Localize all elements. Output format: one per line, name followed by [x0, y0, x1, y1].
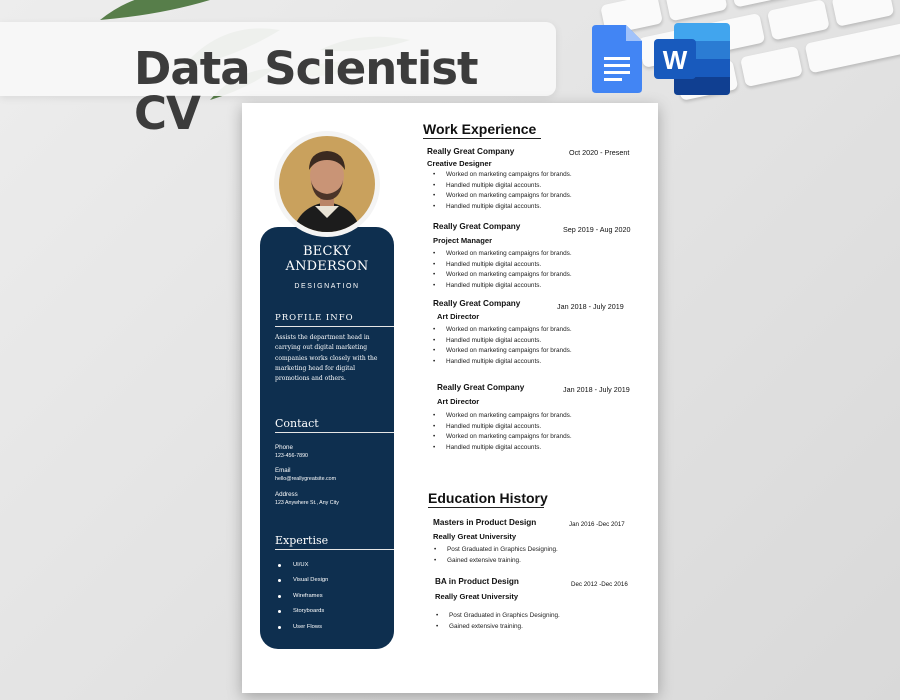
education-heading-underline [428, 507, 544, 508]
education-date: Jan 2016 -Dec 2017 [569, 521, 625, 528]
bullet-dot [278, 579, 281, 582]
degree-name: Masters in Product Design [433, 518, 537, 527]
candidate-name: BECKY ANDERSON [285, 244, 369, 274]
job-date: Sep 2019 - Aug 2020 [563, 225, 631, 234]
profile-summary: Assists the department head in carrying out digital marketing companies works closely with the marketing head for digital promotions and others. [275, 334, 378, 383]
cv-sidebar: BECKY ANDERSON DESIGNATION PROFILE INFO Assists the department head in carrying out digital marketing companies works closely with the marketing head for digital promotions and others. Contact Phone 123-456-7890 Email hello@reallygreatsite.com Address 123 Anywhere St., Any City Expertise UI/UX Visual Design Wireframes Storyboards User Flows [260, 227, 394, 649]
contact-divider [275, 432, 394, 433]
job-date: Oct 2020 - Present [569, 148, 630, 157]
bullet-dot [278, 610, 281, 613]
phone-label: Phone [275, 444, 293, 451]
education-history-heading: Education History [428, 490, 548, 506]
contact-heading: Contact [275, 417, 319, 430]
work-experience-heading: Work Experience [423, 121, 537, 137]
company-name: Really Great Company [427, 147, 515, 156]
company-name: Really Great Company [433, 222, 521, 231]
job-role: Project Manager [433, 236, 493, 245]
company-name: Really Great Company [437, 383, 525, 392]
job-role: Creative Designer [427, 159, 492, 168]
company-name: Really Great Company [433, 299, 521, 308]
job-date: Jan 2018 - July 2019 [557, 302, 624, 311]
expertise-divider [275, 549, 394, 550]
bullet-dot [278, 595, 281, 598]
expertise-heading: Expertise [275, 534, 329, 547]
bullet-dot [278, 626, 281, 629]
banner-title: Data Scientist CV [134, 42, 478, 140]
job-date: Jan 2018 - July 2019 [563, 385, 630, 394]
profile-info-heading: PROFILE INFO [275, 313, 354, 323]
profile-photo [279, 136, 375, 232]
work-heading-underline [423, 138, 541, 139]
microsoft-word-icon [654, 23, 730, 95]
email-value: hello@reallygreatsite.com [275, 476, 337, 482]
google-docs-icon [592, 25, 642, 93]
email-label: Email [275, 467, 291, 474]
degree-name: BA in Product Design [435, 577, 519, 586]
school-name: Really Great University [435, 592, 519, 601]
designation-label: DESIGNATION [294, 283, 360, 290]
address-value: 123 Anywhere St., Any City [275, 500, 339, 506]
job-role: Art Director [437, 397, 480, 406]
profile-divider [275, 326, 394, 327]
cv-document: BECKY ANDERSON DESIGNATION PROFILE INFO Assists the department head in carrying out digital marketing companies works closely with the marketing head for digital promotions and others. Contact Phone 123-456-7890 Email hello@reallygreatsite.com Address 123 Anywhere St., Any City Expertise UI/UX Visual Design Wireframes Storyboards User Flows Work Experience Really Great Company Oct 2020 - Present Creative Designer • Worked on marketing campaigns for brands. • Handled multiple digital accounts. • Worked on marketing campaigns for brands. • Handled multiple digital accounts. Really Great Company Sep 2019 - Aug 2020 Project Manager • Worked on marketing campaigns for brands. • Handled multiple digital accounts. • Worked on marketing campaigns for brands. • Handled multiple digital accounts. Really Great Company Jan 2018 - July 2019 Art Director • Worked on marketing campaigns for brands. • Handled multiple digital accounts. • Worked on marketing campaigns for brands. • Handled multiple digital accounts. Really Great Company Jan 2018 - July 2019 Art Director • Worked on marketing campaigns for brands. • Handled multiple digital accounts. • Worked on marketing campaigns for brands. • Handled multiple digital accounts. Education History Masters in Product Design Jan 2016 -Dec 2017 Really Great University • Post Graduated in Graphics Designing. • Gained extensive training. BA in Product Design Dec 2012 -Dec 2016 Really Great University • Post Graduated in Graphics Designing. • Gained extensive training. [242, 103, 658, 693]
education-date: Dec 2012 -Dec 2016 [571, 581, 628, 588]
phone-value: 123-456-7890 [275, 453, 308, 459]
svg-text:W: W [662, 45, 688, 75]
school-name: Really Great University [433, 532, 517, 541]
job-role: Art Director [437, 312, 480, 321]
address-label: Address [275, 491, 298, 498]
bullet-dot [278, 564, 281, 567]
